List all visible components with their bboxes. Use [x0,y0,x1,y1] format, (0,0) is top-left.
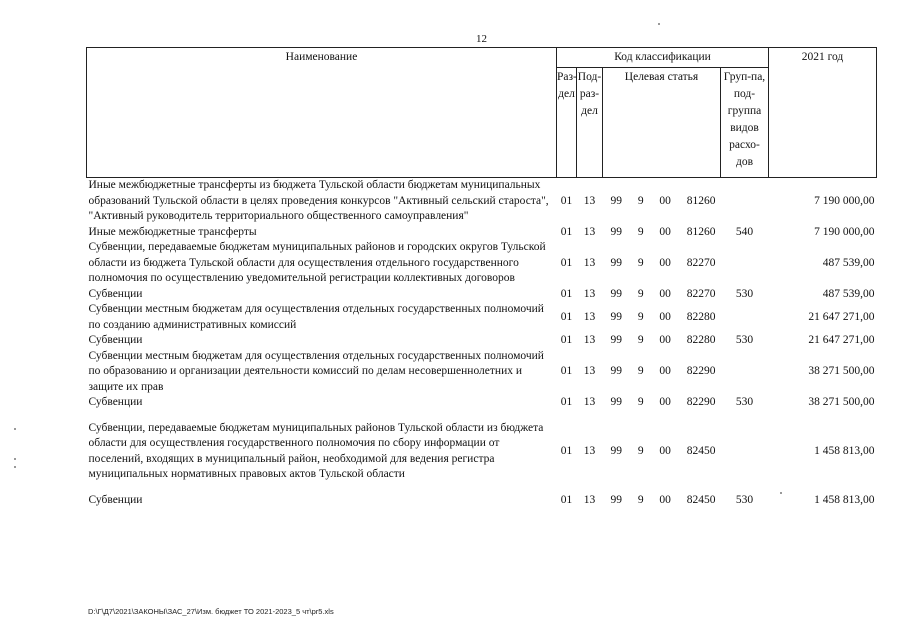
row-expense-group: 530 [735,287,754,300]
target-article-part: 82290 [686,396,716,408]
row-expense-group [721,178,769,225]
row-target-article [603,302,721,333]
row-amount: 21 647 271,00 [808,310,875,323]
header-expense-group: Груп-па, под-группа видов расхо-дов [721,68,769,178]
target-article-part: 00 [659,493,671,506]
row-razdel: 01 [560,256,573,269]
target-article-part: 82450 [686,493,716,506]
target-article-part: 99 [610,287,622,300]
row-target-article [603,349,721,396]
row-podrazdel: 13 [583,194,596,207]
target-article-part: 99 [610,334,622,346]
target-article-part: 99 [610,365,622,377]
target-article-part: 82450 [686,444,716,457]
table-body [87,178,877,509]
header-podrazdel: Под-раз-дел [577,68,603,178]
row-expense-group: 530 [735,396,754,408]
row-amount: 487 539,00 [822,287,875,300]
row-expense-group [721,240,769,287]
target-article-part: 00 [659,365,671,377]
row-name: Субвенции [88,287,143,300]
row-target-article [603,395,721,411]
target-article-part: 99 [610,225,622,238]
row-name: Субвенции, передаваемые бюджетам муниципальных районов Тульской области из бюджета области для осуществления государственного полномочия по сбору информации от поселений, входящих в муниципальный район, необходимой для ведения регистра муниципальных нормативных правовых актов Тульской области [88,421,544,480]
target-article-part: 9 [637,256,644,269]
row-podrazdel: 13 [583,225,596,238]
target-article-part: 82290 [686,365,716,377]
row-target-article [603,493,721,509]
target-article-part: 99 [610,256,622,269]
row-target-article [603,421,721,483]
target-article-part: 9 [637,287,644,300]
target-article-part: 00 [659,287,671,300]
row-name: Субвенции местным бюджетам для осуществления отдельных государственных полномочий по образованию и организации деятельности комиссий по делам несовершеннолетних и защите их прав [88,349,544,393]
row-expense-group: 530 [735,334,754,346]
row-razdel: 01 [560,194,573,207]
row-razdel: 01 [560,225,573,238]
row-razdel: 01 [560,334,573,346]
row-name: Субвенции местным бюджетам для осуществления отдельных государственных полномочий по созданию административных комиссий [88,303,544,331]
header-classification: Код классификации [557,48,769,68]
table-row [87,333,877,349]
target-article-part: 9 [637,365,644,377]
row-amount: 38 271 500,00 [808,396,875,408]
header-razdel: Раз-дел [557,68,577,178]
row-razdel: 01 [560,396,573,408]
row-amount: 21 647 271,00 [808,334,875,346]
target-article-part: 99 [610,310,622,323]
target-article-part: 9 [637,194,644,207]
row-amount: 7 190 000,00 [814,194,875,207]
target-article-part: 00 [659,194,671,207]
table-row [87,421,877,483]
row-expense-group: 540 [735,225,754,238]
row-podrazdel: 13 [583,493,596,506]
target-article-part: 9 [637,225,644,238]
row-spacer [87,411,877,421]
target-article-part: 00 [659,256,671,269]
row-expense-group [721,349,769,396]
table-row [87,178,877,225]
target-article-part: 81260 [686,194,716,207]
table-row [87,225,877,241]
target-article-part: 99 [610,444,622,457]
target-article-part: 9 [637,493,644,506]
target-article-part: 82280 [686,310,716,323]
row-target-article [603,225,721,241]
row-razdel: 01 [560,493,573,506]
target-article-part: 82280 [686,334,716,346]
row-expense-group [721,421,769,483]
row-razdel: 01 [560,310,573,323]
target-article-part: 82270 [686,256,716,269]
row-podrazdel: 13 [583,365,596,377]
target-article-part: 9 [637,396,644,408]
row-podrazdel: 13 [583,334,596,346]
row-amount: 38 271 500,00 [808,365,875,377]
row-name: Субвенции [88,396,143,408]
target-article-part: 00 [659,310,671,323]
row-podrazdel: 13 [583,256,596,269]
target-article-part: 82270 [686,287,716,300]
table-row [87,395,877,411]
row-name: Иные межбюджетные трансферты [88,225,257,238]
row-expense-group [721,302,769,333]
row-target-article [603,240,721,287]
row-amount: 1 458 813,00 [814,493,875,506]
row-podrazdel: 13 [583,396,596,408]
row-target-article [603,178,721,225]
file-path: D:\Г\Д7\2021\ЗАКОНЫ\ЗАС_27\Изм. бюджет ТО 2021-2023_5 чт\pr5.xls [88,607,334,616]
row-amount: 487 539,00 [822,256,875,269]
header-name: Наименование [87,48,557,178]
budget-table [86,47,877,508]
target-article-part: 99 [610,194,622,207]
target-article-part: 9 [637,444,644,457]
target-article-part: 99 [610,493,622,506]
page-number: 12 [476,33,487,45]
target-article-part: 9 [637,310,644,323]
table-row [87,287,877,303]
row-podrazdel: 13 [583,310,596,323]
target-article-part: 81260 [686,225,716,238]
row-name: Субвенции [88,493,143,506]
table-row [87,240,877,287]
row-podrazdel: 13 [583,444,596,457]
table-row [87,493,877,509]
row-podrazdel: 13 [583,287,596,300]
row-razdel: 01 [560,444,573,457]
target-article-part: 9 [637,334,644,346]
header-target-article: Целевая статья [603,68,721,178]
table-header [87,48,877,178]
row-amount: 7 190 000,00 [814,225,875,238]
target-article-part: 00 [659,334,671,346]
header-year: 2021 год [769,48,877,178]
target-article-part: 00 [659,225,671,238]
row-razdel: 01 [560,365,573,377]
row-amount: 1 458 813,00 [814,444,875,457]
target-article-part: 00 [659,444,671,457]
row-target-article [603,333,721,349]
row-name: Субвенции, передаваемые бюджетам муниципальных районов и городских округов Тульской области из бюджета Тульской области для осуществления отдельного государственного полномочия по осуществлению уведомительной регистрации коллективных договоров [88,241,546,284]
target-article-part: 99 [610,396,622,408]
row-spacer [87,483,877,493]
row-name: Иные межбюджетные трансферты из бюджета Тульской области бюджетам муниципальных образований Тульской области в целях проведения конкурсов "Активный сельский староста", "Активный руководитель территориального общественного самоуправления" [88,179,549,222]
row-target-article [603,287,721,303]
row-expense-group: 530 [735,493,754,506]
table-row [87,302,877,333]
target-article-part: 00 [659,396,671,408]
row-name: Субвенции [88,334,143,346]
row-razdel: 01 [560,287,573,300]
table-row [87,349,877,396]
